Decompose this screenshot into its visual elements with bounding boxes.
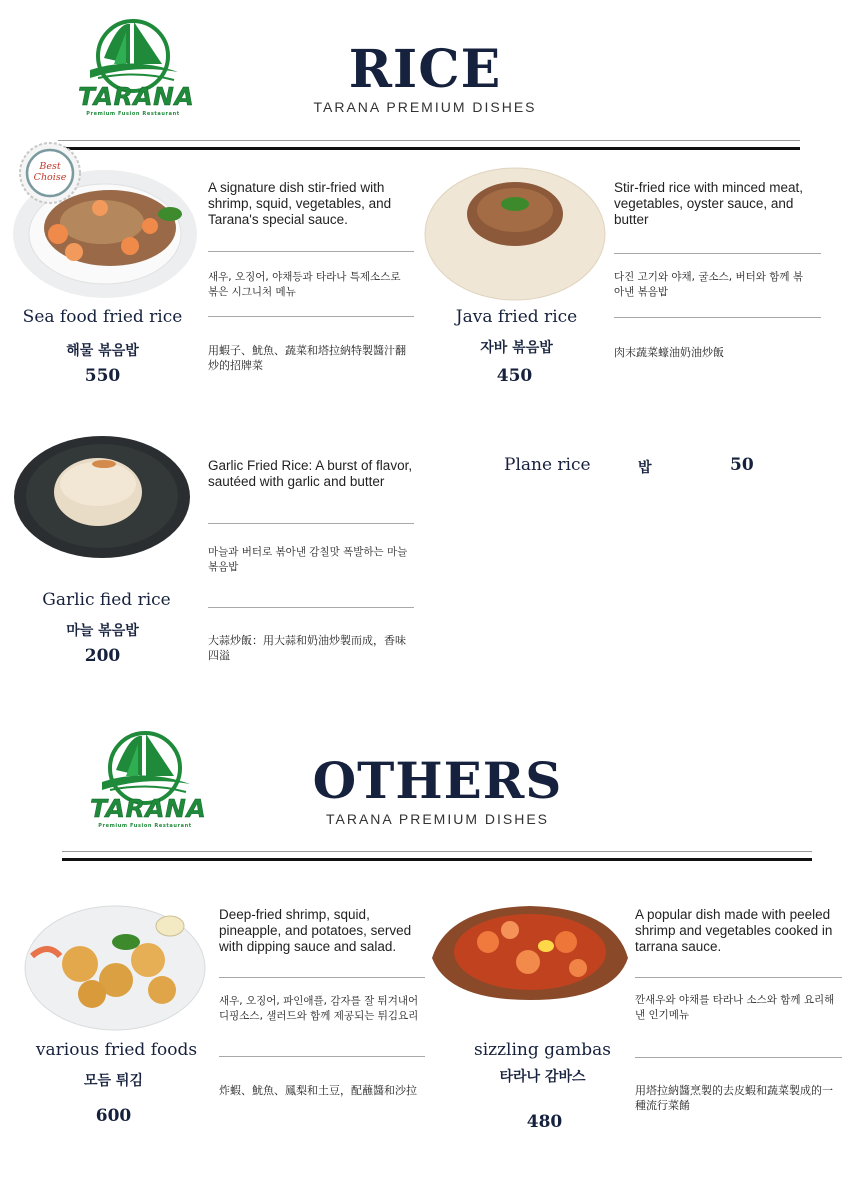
java-fried-rice-photo	[422, 164, 608, 304]
seafood-desc-en: A signature dish stir-fried with shrimp, squid, vegetables, and Tarana's special sauce.	[208, 180, 392, 227]
garlic-price: 200	[84, 646, 121, 666]
brand-logo-others	[90, 730, 207, 830]
fried-foods-desc-en: Deep-fried shrimp, squid, pineapple, and potatoes, served with dipping sauce and salad.	[219, 907, 412, 954]
garlic-desc-zh: 大蒜炒飯：用大蒜和奶油炒製而成，香味四溢	[208, 634, 406, 662]
brand-wordmark: TARANA	[90, 794, 207, 823]
fried-foods-desc-ko: 새우, 오징어, 파인애플, 감자를 잘 튀겨내어 디핑소스, 샐러드와 함께 제공되는 튀김요리	[219, 995, 419, 1022]
java-sep-2	[614, 317, 821, 318]
others-header-rule-thick	[62, 858, 812, 861]
plain-rice-name-ko: 밥	[638, 460, 652, 476]
brand-tagline: Premium Fusion Restaurant	[98, 823, 192, 829]
gambas-price: 480	[526, 1112, 563, 1132]
java-price: 450	[496, 366, 533, 386]
seafood-sep-1	[208, 251, 414, 252]
garlic-desc-en: Garlic Fried Rice: A burst of flavor, sautéed with garlic and butter	[208, 458, 413, 489]
plain-rice-price: 50	[730, 455, 754, 475]
best-choice-badge	[18, 141, 82, 205]
fried-foods-sep-2	[219, 1056, 425, 1057]
others-section-title: OTHERS	[312, 751, 563, 810]
garlic-name-ko: 마늘 볶음밥	[66, 623, 139, 639]
brand-wordmark: TARANA	[78, 82, 195, 111]
gambas-sep-2	[635, 1057, 842, 1058]
gambas-desc-ko: 깐새우와 야채를 타라나 소스와 함께 요리해낸 인기메뉴	[635, 994, 835, 1021]
gambas-name-ko: 타라나 감바스	[499, 1069, 586, 1085]
garlic-fried-rice-photo	[12, 434, 192, 560]
fried-foods-price: 600	[95, 1106, 132, 1126]
others-section-subtitle: TARANA PREMIUM DISHES	[326, 811, 549, 827]
sizzling-gambas-photo	[428, 902, 632, 1002]
rice-header-rule-thin	[58, 140, 800, 141]
gambas-desc-zh: 用塔拉納醬烹製的去皮蝦和蔬菜製成的一種流行菜餚	[635, 1084, 833, 1112]
gambas-name: sizzling gambas	[473, 1040, 612, 1060]
java-desc-en: Stir-fried rice with minced meat, vegetables, oyster sauce, and butter	[614, 180, 804, 227]
brand-tagline: Premium Fusion Restaurant	[86, 111, 180, 117]
fried-foods-name-ko: 모듬 튀김	[84, 1073, 143, 1089]
rice-header-rule-thick	[58, 147, 800, 150]
garlic-name: Garlic fied rice	[42, 590, 171, 610]
fried-foods-desc-zh: 炸蝦、魷魚、鳳梨和土豆，配蘸醬和沙拉	[219, 1084, 417, 1097]
fried-foods-sep-1	[219, 977, 425, 978]
brand-logo	[78, 18, 195, 118]
seafood-name-ko: 해물 볶음밥	[66, 343, 139, 359]
java-desc-zh: 肉末蔬菜蠔油奶油炒飯	[614, 346, 724, 359]
others-header-rule-thin	[62, 851, 812, 852]
seafood-sep-2	[208, 316, 414, 317]
seafood-desc-ko: 새우, 오징어, 야채등과 타라나 특제소스로 볶은 시그니처 메뉴	[208, 271, 401, 298]
rice-section-subtitle: TARANA PREMIUM DISHES	[313, 99, 537, 115]
best-choice-label: Best Choise	[33, 161, 67, 183]
garlic-desc-ko: 마늘과 버터로 볶아낸 감칠맛 폭발하는 마늘 볶음밥	[208, 546, 408, 573]
plain-rice-name: Plane rice	[504, 455, 591, 475]
gambas-sep-1	[635, 977, 842, 978]
java-name-ko: 자바 볶음밥	[480, 340, 553, 356]
java-name: Java fried rice	[455, 307, 578, 327]
rice-section-title: RICE	[348, 39, 502, 100]
fried-foods-name: various fried foods	[35, 1040, 198, 1060]
java-sep-1	[614, 253, 821, 254]
fried-foods-photo	[22, 898, 208, 1038]
gambas-desc-en: A popular dish made with peeled shrimp and vegetables cooked in tarrana sauce.	[635, 907, 833, 954]
garlic-sep-2	[208, 607, 414, 608]
java-desc-ko: 다진 고기와 야채, 굴소스, 버터와 함께 볶아낸 볶음밥	[614, 271, 803, 298]
seafood-desc-zh: 用蝦子、魷魚、蔬菜和塔拉納特製醬汁翻炒的招牌菜	[208, 344, 406, 372]
garlic-sep-1	[208, 523, 414, 524]
seafood-name: Sea food fried rice	[22, 307, 183, 327]
seafood-price: 550	[84, 366, 121, 386]
